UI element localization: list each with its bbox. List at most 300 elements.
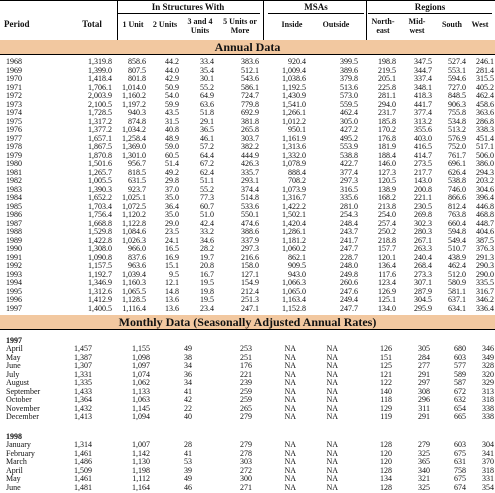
cell-value: 1,706.1 bbox=[88, 82, 112, 92]
cell-value: 42.4 bbox=[200, 218, 214, 228]
cell-value: 1,038.6 bbox=[282, 74, 306, 83]
row-label: October bbox=[6, 395, 32, 404]
cell-value: NA bbox=[326, 344, 338, 353]
cell-value: 247.7 bbox=[340, 303, 358, 313]
cell-value: NA bbox=[326, 448, 338, 458]
cell-value: 126 bbox=[380, 344, 392, 353]
cell-value: 1,870.8 bbox=[88, 150, 112, 160]
row-label: May bbox=[6, 352, 21, 362]
annual-row bbox=[0, 305, 495, 313]
cell-value: 1,060.2 bbox=[282, 244, 306, 253]
cell-value: 55.2 bbox=[200, 82, 214, 92]
cell-value: 1,307 bbox=[74, 361, 92, 370]
cell-value: 1,009.4 bbox=[282, 65, 306, 75]
cell-value: NA bbox=[284, 448, 296, 458]
cell-value: 1,065.5 bbox=[122, 286, 146, 296]
cell-value: 154.9 bbox=[241, 278, 259, 287]
cell-value: 966.0 bbox=[128, 244, 146, 253]
cell-value: 291.3 bbox=[476, 252, 494, 262]
cell-value: 906.3 bbox=[448, 99, 466, 109]
cell-value: 28.2 bbox=[200, 244, 214, 253]
row-label: 1981 bbox=[6, 167, 22, 177]
cell-value: 279 bbox=[418, 440, 430, 449]
cell-value: NA bbox=[284, 344, 296, 353]
cell-value: 1,319.8 bbox=[88, 57, 112, 66]
cell-value: 128 bbox=[380, 465, 392, 475]
cell-value: 587 bbox=[454, 378, 466, 387]
cell-value: 286.8 bbox=[476, 116, 494, 126]
cell-value: 462.4 bbox=[476, 91, 494, 100]
row-label: 1977 bbox=[6, 133, 22, 143]
cell-value: 1,065.0 bbox=[282, 286, 306, 296]
cell-value: 626.4 bbox=[448, 167, 466, 177]
annual-row bbox=[0, 109, 495, 117]
cell-value: 1,084.6 bbox=[122, 227, 146, 236]
cell-value: 120 bbox=[380, 448, 392, 458]
cell-value: 594.6 bbox=[448, 74, 466, 83]
cell-value: 273.3 bbox=[414, 269, 432, 279]
cell-value: 203.2 bbox=[476, 176, 494, 185]
cell-value: 291 bbox=[418, 412, 430, 421]
cell-value: 363.6 bbox=[476, 108, 494, 117]
cell-value: 1,420.4 bbox=[282, 218, 306, 228]
cell-value: 1,094 bbox=[132, 412, 150, 421]
header-regions: Regions bbox=[414, 2, 446, 12]
cell-value: 46.1 bbox=[200, 133, 214, 143]
row-label: May bbox=[6, 474, 21, 483]
cell-value: 1,430.9 bbox=[282, 91, 306, 100]
cell-value: NA bbox=[284, 361, 296, 370]
cell-value: 1,399.0 bbox=[88, 65, 112, 75]
cell-value: 23.5 bbox=[165, 227, 179, 236]
cell-value: 848.5 bbox=[448, 91, 466, 100]
cell-value: 297.3 bbox=[241, 244, 259, 253]
monthly-row bbox=[0, 379, 495, 387]
cell-value: 273.5 bbox=[414, 159, 432, 168]
cell-value: 37.0 bbox=[165, 184, 179, 194]
year-label-1998: 1998 bbox=[6, 432, 22, 441]
cell-value: 308 bbox=[418, 386, 430, 396]
cell-value: 168.2 bbox=[378, 193, 396, 202]
top-rule bbox=[0, 0, 495, 1]
cell-value: 1,265.7 bbox=[88, 167, 112, 177]
cell-value: 577 bbox=[454, 361, 466, 370]
cell-value: 297.3 bbox=[340, 176, 358, 185]
cell-value: 1,072.5 bbox=[122, 201, 146, 211]
cell-value: 446.8 bbox=[476, 201, 494, 211]
cell-value: NA bbox=[284, 403, 296, 413]
cell-value: 33.4 bbox=[200, 57, 214, 66]
cell-value: 259 bbox=[240, 395, 252, 404]
cell-value: 1,116.4 bbox=[122, 303, 146, 313]
cell-value: 19.5 bbox=[200, 295, 214, 304]
cell-value: 251 bbox=[240, 352, 252, 362]
cell-value: 1,332.0 bbox=[282, 150, 306, 160]
cell-value: NA bbox=[284, 457, 296, 466]
cell-value: 128 bbox=[380, 440, 392, 449]
cell-value: 527.4 bbox=[448, 57, 466, 66]
row-label: 1971 bbox=[6, 82, 22, 92]
row-label: 1986 bbox=[6, 210, 22, 219]
cell-value: NA bbox=[326, 378, 338, 387]
cell-value: 888.4 bbox=[288, 167, 306, 177]
cell-value: 279 bbox=[240, 412, 252, 421]
cell-value: 59.0 bbox=[165, 142, 179, 151]
cell-value: 125.1 bbox=[378, 295, 396, 304]
cell-value: 1,377.2 bbox=[88, 125, 112, 134]
cell-value: 1,098 bbox=[132, 352, 150, 362]
cell-value: 19.7 bbox=[200, 252, 214, 262]
cell-value: 29.8 bbox=[165, 176, 179, 185]
cell-value: 271 bbox=[240, 482, 252, 492]
cell-value: 631.5 bbox=[128, 176, 146, 185]
row-label: 1974 bbox=[6, 108, 22, 117]
row-label: April bbox=[6, 465, 23, 475]
cell-value: 724.7 bbox=[241, 91, 259, 100]
header-2units: 2 Units bbox=[152, 20, 178, 29]
cell-value: 321 bbox=[418, 474, 430, 483]
cell-value: 59.9 bbox=[165, 99, 179, 109]
row-label: 1984 bbox=[6, 193, 22, 202]
cell-value: 383.6 bbox=[241, 57, 259, 66]
cell-value: 1,457 bbox=[74, 344, 92, 353]
cell-value: 302.3 bbox=[414, 218, 432, 228]
cell-value: 550.1 bbox=[241, 210, 259, 219]
cell-value: 370 bbox=[482, 457, 494, 466]
cell-value: 1,128.5 bbox=[122, 295, 146, 304]
cell-value: 30.1 bbox=[200, 74, 214, 83]
cell-value: 1,312.6 bbox=[88, 286, 112, 296]
monthly-row bbox=[0, 475, 495, 483]
cell-value: NA bbox=[284, 465, 296, 475]
row-label: 1968 bbox=[6, 57, 22, 66]
cell-value: 1,346.9 bbox=[88, 278, 112, 287]
cell-value: 1,112 bbox=[132, 474, 150, 483]
cell-value: 259 bbox=[240, 386, 252, 396]
cell-value: 243.7 bbox=[340, 227, 358, 236]
cell-value: 212.4 bbox=[241, 286, 259, 296]
cell-value: 943.0 bbox=[288, 269, 306, 279]
cell-value: 329 bbox=[482, 378, 494, 387]
cell-value: NA bbox=[284, 386, 296, 396]
cell-value: 338 bbox=[482, 412, 494, 421]
cell-value: 16.9 bbox=[165, 252, 179, 262]
cell-value: 294.0 bbox=[378, 99, 396, 109]
cell-value: 862.1 bbox=[288, 252, 306, 262]
cell-value: 1,014.0 bbox=[122, 82, 146, 92]
cell-value: 127.3 bbox=[378, 167, 396, 177]
cell-value: 581.1 bbox=[448, 286, 466, 296]
row-label: 1994 bbox=[6, 278, 22, 287]
cell-value: 1,301.0 bbox=[122, 150, 146, 160]
cell-value: 49 bbox=[184, 474, 192, 483]
cell-value: 576.9 bbox=[448, 133, 466, 143]
row-label: November bbox=[6, 403, 40, 413]
cell-value: 117.6 bbox=[378, 269, 396, 279]
cell-value: 221.1 bbox=[414, 193, 432, 202]
cell-value: 263.3 bbox=[414, 244, 432, 253]
cell-value: NA bbox=[284, 412, 296, 421]
cell-value: 1,369.0 bbox=[122, 142, 146, 151]
cell-value: 1,130 bbox=[132, 457, 150, 466]
row-label: 1996 bbox=[6, 295, 22, 304]
cell-value: 377.4 bbox=[340, 167, 358, 177]
cell-value: 277 bbox=[418, 361, 430, 370]
cell-value: 553.1 bbox=[448, 65, 466, 75]
cell-value: 335.7 bbox=[241, 167, 259, 177]
cell-value: 305 bbox=[418, 344, 430, 353]
cell-value: 405.2 bbox=[476, 82, 494, 92]
row-label: 1992 bbox=[6, 261, 22, 270]
cell-value: 388.6 bbox=[241, 227, 259, 236]
cell-value: 291 bbox=[418, 369, 430, 379]
cell-value: 1,062 bbox=[132, 378, 150, 387]
annual-row bbox=[0, 194, 495, 202]
cell-value: 304.6 bbox=[476, 184, 494, 194]
row-label: 1988 bbox=[6, 227, 22, 236]
cell-value: 403.0 bbox=[414, 133, 432, 143]
cell-value: 120 bbox=[380, 457, 392, 466]
cell-value: 1,314 bbox=[74, 440, 92, 449]
cell-value: 247.7 bbox=[340, 244, 358, 253]
cell-value: 538.8 bbox=[448, 176, 466, 185]
cell-value: 249.4 bbox=[340, 295, 358, 304]
cell-value: 1,286.1 bbox=[282, 227, 306, 236]
cell-value: 1,097 bbox=[132, 361, 150, 370]
cell-value: 346.2 bbox=[476, 295, 494, 304]
cell-value: 49 bbox=[184, 344, 192, 353]
cell-value: 280.3 bbox=[414, 227, 432, 236]
cell-value: 422.7 bbox=[340, 159, 358, 168]
cell-value: 122 bbox=[380, 378, 392, 387]
cell-value: 39 bbox=[184, 465, 192, 475]
cell-value: 346 bbox=[482, 344, 494, 353]
cell-value: 335.5 bbox=[476, 278, 494, 287]
cell-value: 36 bbox=[184, 369, 192, 379]
cell-value: 254.3 bbox=[340, 210, 358, 219]
row-label: June bbox=[6, 482, 21, 492]
cell-value: 239 bbox=[240, 378, 252, 387]
cell-value: 632 bbox=[454, 395, 466, 404]
cell-value: 1,160.3 bbox=[122, 278, 146, 287]
annual-row bbox=[0, 296, 495, 304]
cell-value: 468.8 bbox=[476, 210, 494, 219]
cell-value: 586.1 bbox=[241, 82, 259, 92]
cell-value: 281.1 bbox=[378, 91, 396, 100]
annual-row bbox=[0, 262, 495, 270]
cell-value: 874.8 bbox=[128, 116, 146, 126]
cell-value: 594.8 bbox=[448, 227, 466, 236]
cell-value: 304 bbox=[482, 440, 494, 449]
cell-value: 225.8 bbox=[378, 82, 396, 92]
cell-value: 55.2 bbox=[200, 184, 214, 194]
cell-value: 1,007 bbox=[132, 440, 150, 449]
structures-rule bbox=[118, 13, 260, 14]
cell-value: 328 bbox=[482, 361, 494, 370]
cell-value: 603 bbox=[454, 440, 466, 449]
cell-value: 1,387 bbox=[74, 352, 92, 362]
cell-value: 1,308.0 bbox=[88, 244, 112, 253]
cell-value: 512.0 bbox=[448, 269, 466, 279]
cell-value: 1,529.8 bbox=[88, 227, 112, 236]
cell-value: 119 bbox=[380, 412, 392, 421]
cell-value: 660.4 bbox=[448, 218, 466, 228]
header-inside: Inside bbox=[281, 20, 303, 29]
cell-value: 335.6 bbox=[340, 193, 358, 202]
cell-value: 512.1 bbox=[241, 65, 259, 75]
cell-value: 1,012.2 bbox=[282, 116, 306, 126]
cell-value: 40.8 bbox=[165, 125, 179, 134]
header-midwest: Mid-west bbox=[408, 17, 426, 35]
monthly-row bbox=[0, 345, 495, 353]
cell-value: 38 bbox=[184, 352, 192, 362]
cell-value: 42.9 bbox=[165, 74, 179, 83]
cell-value: 54.0 bbox=[165, 91, 179, 100]
cell-value: 727.0 bbox=[448, 82, 466, 92]
cell-value: 60.5 bbox=[165, 150, 179, 160]
cell-value: 1,335 bbox=[74, 378, 92, 387]
cell-value: 807.5 bbox=[128, 65, 146, 75]
cell-value: 241.7 bbox=[340, 235, 358, 245]
cell-value: 672 bbox=[454, 386, 466, 396]
cell-value: 1,164 bbox=[132, 482, 150, 492]
cell-value: 51.8 bbox=[200, 108, 214, 117]
row-label: April bbox=[6, 344, 23, 353]
cell-value: 260.6 bbox=[340, 278, 358, 287]
header-period: Period bbox=[4, 19, 30, 29]
cell-value: 513.2 bbox=[448, 125, 466, 134]
cell-value: 1,155 bbox=[132, 344, 150, 353]
cell-value: 1,258.4 bbox=[122, 133, 146, 143]
cell-value: 313 bbox=[482, 386, 494, 396]
header-5plus: 5 Units or More bbox=[223, 17, 257, 35]
cell-value: 426.3 bbox=[241, 159, 259, 168]
row-label: 1991 bbox=[6, 252, 22, 262]
cell-value: 1,197.2 bbox=[122, 99, 146, 109]
cell-value: 761.7 bbox=[448, 150, 466, 160]
monthly-row bbox=[0, 362, 495, 370]
cell-value: 517.1 bbox=[476, 142, 494, 151]
cell-value: 134.0 bbox=[378, 303, 396, 313]
cell-value: 293.1 bbox=[241, 176, 259, 185]
cell-value: 1,657.1 bbox=[88, 133, 112, 143]
cell-value: 325 bbox=[418, 448, 430, 458]
cell-value: 176.8 bbox=[378, 133, 396, 143]
cell-value: 573.0 bbox=[340, 91, 358, 100]
cell-value: 265.8 bbox=[241, 125, 259, 134]
cell-value: 374.4 bbox=[241, 184, 259, 194]
cell-value: 216.6 bbox=[241, 252, 259, 262]
cell-value: 534.8 bbox=[448, 116, 466, 126]
cell-value: 533.6 bbox=[241, 201, 259, 211]
cell-value: 1,433 bbox=[74, 386, 92, 396]
header-3and4: 3 and 4 Units bbox=[187, 17, 213, 35]
cell-value: 9.5 bbox=[169, 269, 179, 279]
cell-value: 416.5 bbox=[414, 142, 432, 151]
cell-value: 1,313.6 bbox=[282, 142, 306, 151]
cell-value: 213.8 bbox=[378, 201, 396, 211]
cell-value: 272 bbox=[240, 465, 252, 475]
cell-value: 1,422.8 bbox=[88, 235, 112, 245]
cell-value: 448.7 bbox=[476, 218, 494, 228]
cell-value: 387.5 bbox=[476, 235, 494, 245]
cell-value: 1,316.7 bbox=[282, 193, 306, 202]
cell-value: 221 bbox=[240, 369, 252, 379]
cell-value: 205.1 bbox=[378, 74, 396, 83]
cell-value: 763.8 bbox=[448, 210, 466, 219]
cell-value: 29.0 bbox=[165, 218, 179, 228]
cell-value: 1,160.2 bbox=[122, 91, 146, 100]
cell-value: 278 bbox=[240, 448, 252, 458]
row-label: January bbox=[6, 440, 31, 449]
cell-value: 24.1 bbox=[165, 235, 179, 245]
cell-value: 125 bbox=[380, 361, 392, 370]
cell-value: 1,133 bbox=[132, 386, 150, 396]
annual-row bbox=[0, 177, 495, 185]
cell-value: 128 bbox=[380, 482, 392, 492]
cell-value: 290.3 bbox=[476, 261, 494, 270]
cell-value: 1,078.9 bbox=[282, 159, 306, 168]
cell-value: 140 bbox=[380, 386, 392, 396]
cell-value: 1,461 bbox=[74, 448, 92, 458]
cell-value: 1,120.2 bbox=[122, 210, 146, 219]
row-label: 1989 bbox=[6, 235, 22, 245]
cell-value: 267.1 bbox=[414, 235, 432, 245]
cell-value: 963.6 bbox=[128, 261, 146, 270]
cell-value: 337.4 bbox=[414, 74, 432, 83]
cell-value: 23.4 bbox=[200, 303, 214, 313]
cell-value: 43.5 bbox=[165, 108, 179, 117]
cell-value: 1,063 bbox=[132, 395, 150, 404]
cell-value: 151 bbox=[380, 352, 392, 362]
cell-value: 1,163.4 bbox=[282, 295, 306, 304]
cell-value: 248.4 bbox=[340, 218, 358, 228]
cell-value: 44.0 bbox=[165, 65, 179, 75]
cell-value: NA bbox=[284, 378, 296, 387]
annual-row bbox=[0, 245, 495, 253]
cell-value: 28 bbox=[184, 440, 192, 449]
cell-value: NA bbox=[326, 465, 338, 475]
cell-value: 1,413 bbox=[74, 412, 92, 421]
cell-value: 1,198 bbox=[132, 465, 150, 475]
cell-value: 240.4 bbox=[414, 252, 432, 262]
cell-value: 1,364 bbox=[74, 395, 92, 404]
cell-value: 281.0 bbox=[340, 201, 358, 211]
cell-value: 1,157.5 bbox=[88, 261, 112, 270]
cell-value: 138.9 bbox=[378, 184, 396, 194]
cell-value: 637.1 bbox=[448, 295, 466, 304]
monthly-data-band: Monthly Data (Seasonally Adjusted Annual Rates) bbox=[0, 315, 495, 329]
cell-value: 1,152.8 bbox=[282, 303, 306, 313]
cell-value: NA bbox=[284, 482, 296, 492]
cell-value: 316.5 bbox=[340, 184, 358, 194]
row-label: 1973 bbox=[6, 99, 22, 109]
cell-value: 1,181.2 bbox=[282, 235, 306, 245]
cell-value: 311 bbox=[418, 403, 430, 413]
row-label: 1979 bbox=[6, 150, 22, 160]
cell-value: 674 bbox=[454, 482, 466, 492]
cell-value: 249.8 bbox=[340, 269, 358, 279]
row-label: 1970 bbox=[6, 74, 22, 83]
cell-value: 404.6 bbox=[476, 227, 494, 236]
cell-value: 331 bbox=[482, 474, 494, 483]
cell-value: 1,501.6 bbox=[88, 159, 112, 168]
monthly-row bbox=[0, 484, 495, 492]
cell-value: 1,461 bbox=[74, 474, 92, 483]
cell-value: NA bbox=[284, 440, 296, 449]
cell-value: 589 bbox=[454, 369, 466, 379]
annual-row bbox=[0, 126, 495, 134]
